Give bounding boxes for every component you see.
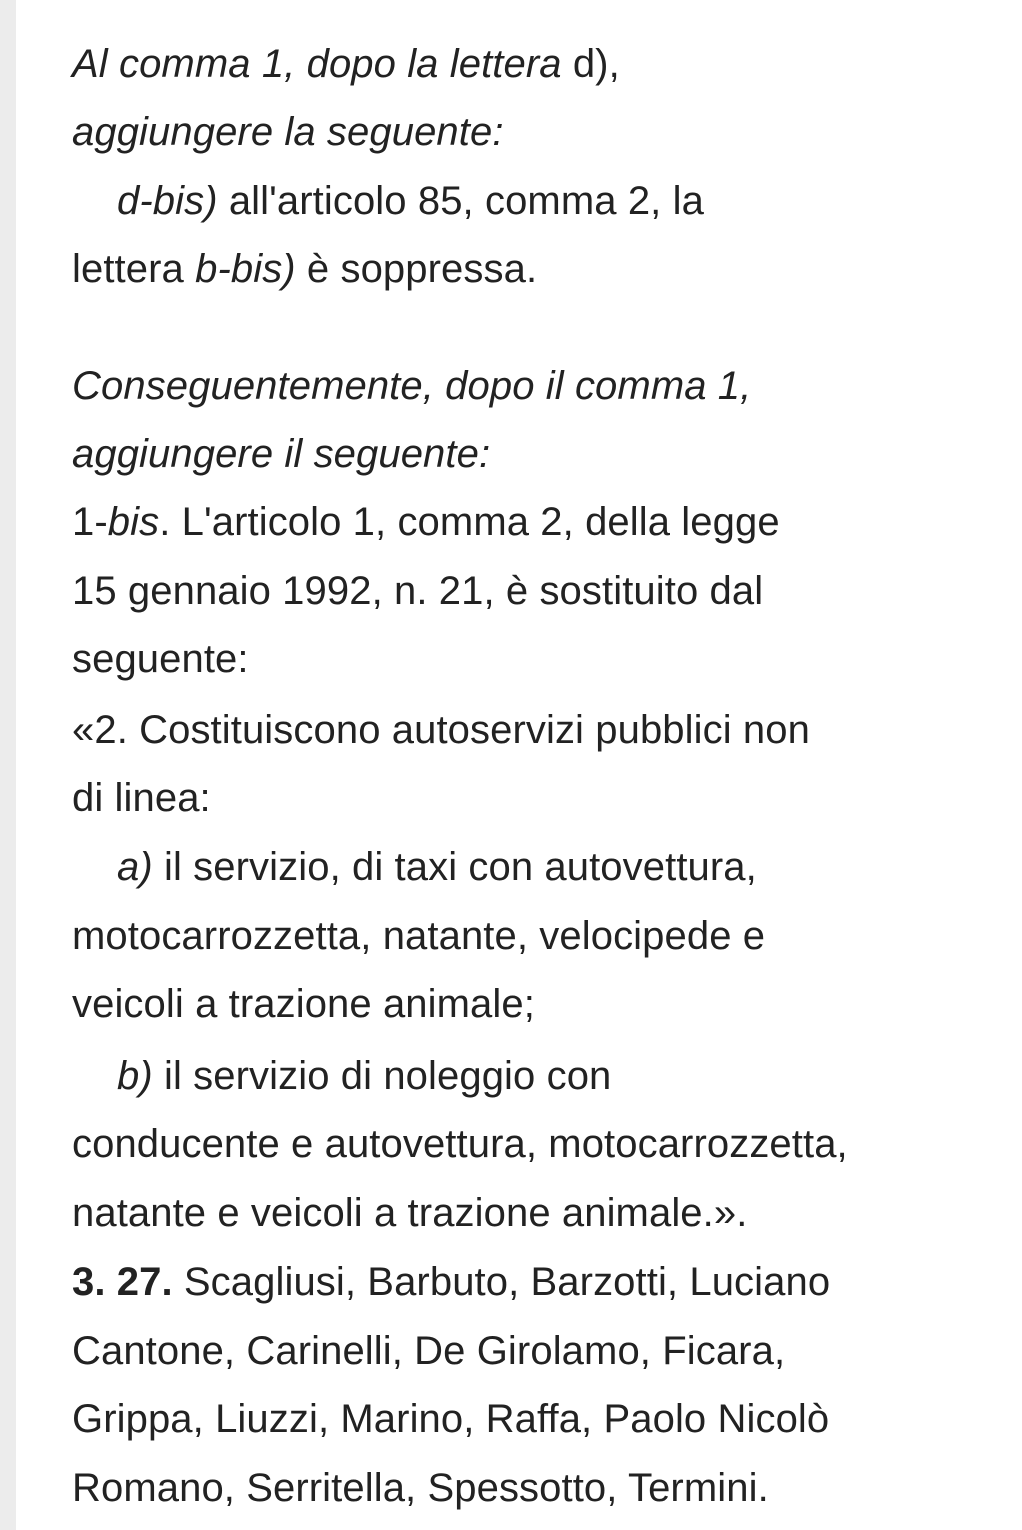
next-amendment-signers-3: Grippa, Liuzzi, Marino, Raffa, Paolo Nicolò bbox=[72, 1397, 830, 1441]
left-edge-strip bbox=[0, 0, 16, 1530]
next-amendment-number: 3. 27. bbox=[72, 1260, 173, 1304]
amendment-1-intro-line bbox=[72, 30, 620, 98]
next-amendment-line-4 bbox=[72, 1454, 769, 1522]
quote-line-2 bbox=[72, 764, 211, 832]
amendment-2-intro-line-1 bbox=[72, 352, 751, 420]
next-amendment-signers-2: Cantone, Carinelli, De Girolamo, Ficara, bbox=[72, 1329, 786, 1373]
dbis-text-1: all'articolo 85, comma 2, la bbox=[217, 179, 704, 223]
item-a-line-1 bbox=[117, 833, 757, 901]
item-b-text-2: conducente e autovettura, motocarrozzetta, bbox=[72, 1122, 848, 1166]
dbis-line-1 bbox=[117, 167, 704, 235]
item-b-text-1: il servizio di noleggio con bbox=[152, 1054, 612, 1098]
amendment-2-intro-1: Conseguentemente, dopo il comma 1, bbox=[72, 364, 752, 408]
item-a-text-3: veicoli a trazione animale; bbox=[72, 982, 535, 1026]
item-a-text-2: motocarrozzetta, natante, velocipede e bbox=[72, 914, 766, 958]
item-b-line-2 bbox=[72, 1110, 848, 1178]
next-amendment-line-1 bbox=[72, 1248, 830, 1316]
paragraph-1bis-text-3: seguente: bbox=[72, 637, 249, 681]
paragraph-1bis-text-2: 15 gennaio 1992, n. 21, è sostituito dal bbox=[72, 569, 764, 613]
next-amendment-line-3 bbox=[72, 1385, 829, 1453]
item-a-line-2 bbox=[72, 902, 765, 970]
item-a-line-3 bbox=[72, 970, 535, 1038]
dbis-bbis-label: b-bis) bbox=[195, 247, 296, 291]
paragraph-1bis-number: 1- bbox=[72, 500, 108, 544]
next-amendment-signers-4: Romano, Serritella, Spessotto, Termini. bbox=[72, 1466, 769, 1510]
dbis-text-2c: è soppressa. bbox=[295, 247, 538, 291]
dbis-text-2a: lettera bbox=[72, 247, 196, 291]
amendment-1-intro-cont-line bbox=[72, 98, 504, 166]
item-b-line-1 bbox=[117, 1042, 611, 1110]
amendment-1-intro-letter: d), bbox=[561, 42, 620, 86]
paragraph-1bis-line-3 bbox=[72, 625, 249, 693]
dbis-label: d-bis) bbox=[117, 179, 218, 223]
amendment-1-intro-italic: Al comma 1, dopo la lettera bbox=[72, 42, 562, 86]
amendment-1-intro-cont: aggiungere la seguente: bbox=[72, 110, 504, 154]
paragraph-1bis-line-2 bbox=[72, 557, 763, 625]
next-amendment-line-2 bbox=[72, 1317, 785, 1385]
paragraph-1bis-text-1: . L'articolo 1, comma 2, della legge bbox=[159, 500, 780, 544]
quote-line-1 bbox=[72, 696, 810, 764]
item-a-text-1: il servizio, di taxi con autovettura, bbox=[152, 845, 757, 889]
dbis-line-2 bbox=[72, 235, 537, 303]
quote-text-2: di linea: bbox=[72, 776, 211, 820]
item-b-text-3: natante e veicoli a trazione animale.». bbox=[72, 1191, 748, 1235]
amendment-2-intro-2: aggiungere il seguente: bbox=[72, 432, 491, 476]
paragraph-1bis-bis: bis bbox=[107, 500, 160, 544]
quote-text-1: «2. Costituiscono autoservizi pubblici non bbox=[72, 708, 810, 752]
next-amendment-signers-1: Scagliusi, Barbuto, Barzotti, Luciano bbox=[172, 1260, 831, 1304]
paragraph-1bis-line-1 bbox=[72, 488, 780, 556]
item-a-label: a) bbox=[117, 845, 153, 889]
item-b-label: b) bbox=[117, 1054, 153, 1098]
amendment-2-intro-line-2 bbox=[72, 420, 490, 488]
item-b-line-3 bbox=[72, 1179, 747, 1247]
